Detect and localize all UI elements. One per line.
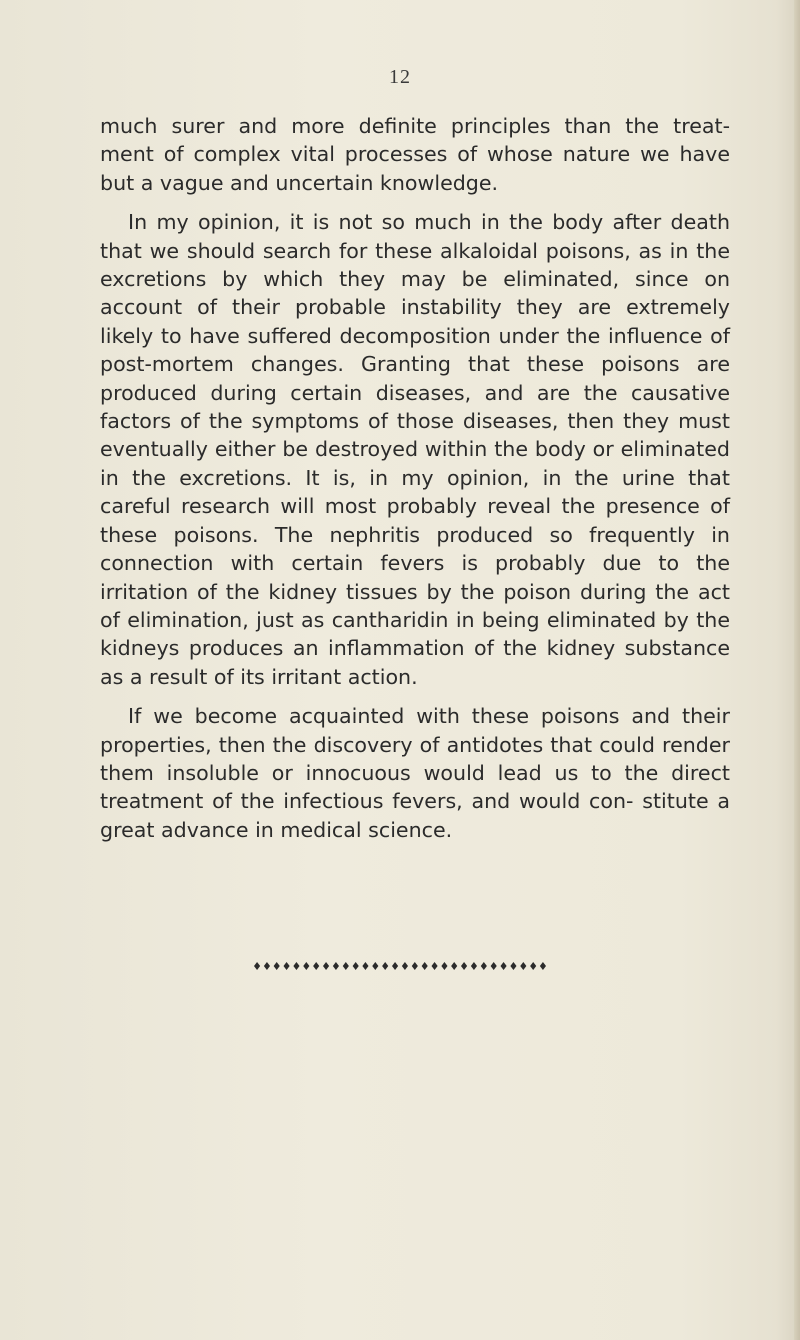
paragraph-excretions: In my opinion, it is not so much in the body after death that we should search for these alkaloidal poisons, as in the excretions by which they may be eliminated, since on account of their probable instability they are extremely likely to have suffered decomposition under the influence of post-mortem changes. Granting that these poisons are produced during certain diseases, and are the causative factors of the symptoms of those diseases, then they must eventually either be destroyed within the body or eliminated in the excretions. It is, in my opinion, in the urine that careful research will most probably reveal the presence of these poisons. The nephritis produced so frequently in connection with certain fevers is probably due to the irritation of the kidney tissues by the poison during the act of elimination, just as cantharidin in being eliminated by the kidneys produces an inflammation of the kidney substance as a result of its irritant action.	[100, 210, 730, 689]
page-number: 12	[389, 66, 411, 88]
paragraph-continuation: much surer and more definite principles than the treat- ment of complex vital processes of whose nature we have but a vague and uncertain knowledge.	[100, 114, 730, 195]
paragraph-antidotes: If we become acquainted with these poisons and their properties, then the discovery of antidotes that could render them insoluble or innocuous would lead us to the direct treatment of the infectious fevers, and would con- stitute a great advance in medical science.	[100, 704, 730, 842]
diamond-ornament-rule: ♦♦♦♦♦♦♦♦♦♦♦♦♦♦♦♦♦♦♦♦♦♦♦♦♦♦♦♦♦♦	[252, 960, 548, 973]
page-edge	[794, 0, 800, 1340]
body-text	[100, 112, 730, 855]
